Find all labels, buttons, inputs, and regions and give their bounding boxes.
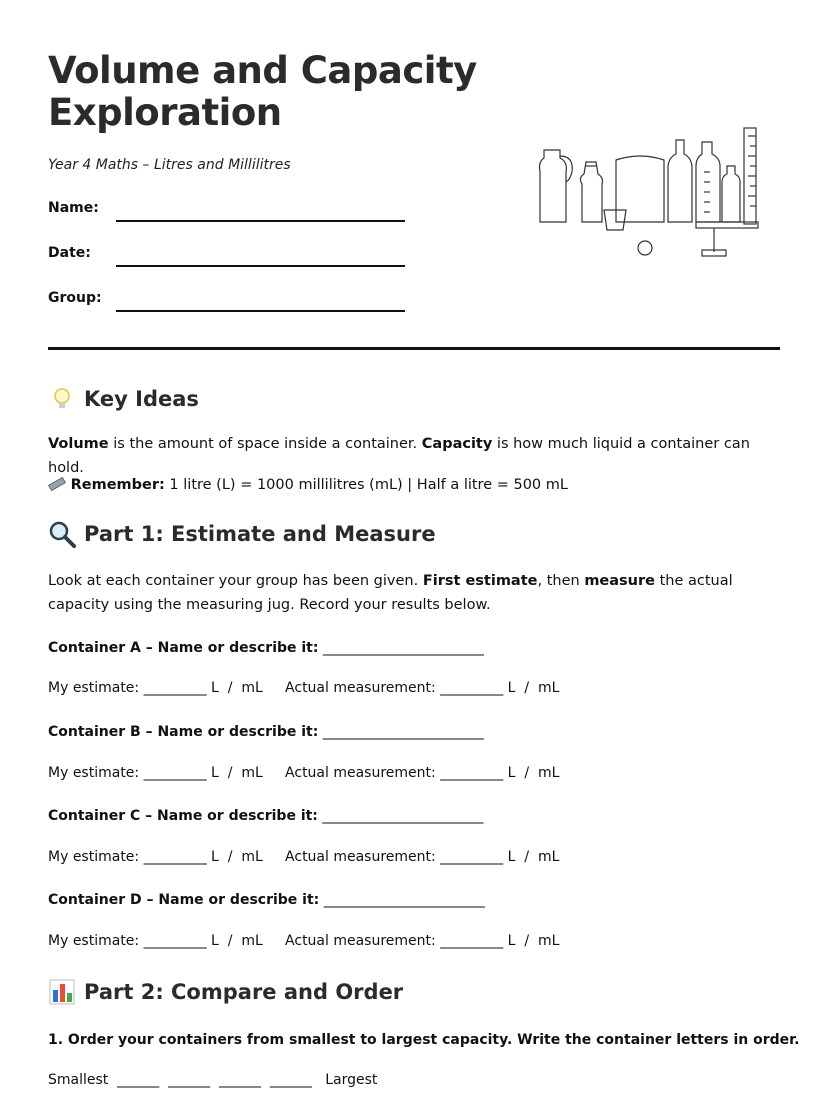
container-b-prompt: Container B – Name or describe it:: [48, 724, 319, 740]
container-d-blank[interactable]: _______________________: [319, 892, 485, 908]
header-divider: [48, 347, 780, 350]
container-b-measure-row[interactable]: My estimate: _________ L / mL Actual measurement: _________ L / mL: [48, 765, 560, 781]
container-a-label: [48, 640, 484, 656]
bar-chart-icon: [48, 978, 76, 1006]
ruler-icon: [48, 475, 66, 489]
date-label: Date:: [48, 245, 91, 261]
part2-title: Part 2: Compare and Order: [84, 980, 404, 1004]
container-c-blank[interactable]: _______________________: [317, 808, 484, 824]
capacity-definition: is how much liquid a container can hold.: [48, 436, 750, 476]
intro-text-c: , then: [537, 573, 585, 589]
intro-measure: measure: [584, 573, 655, 589]
page-title: Volume and Capacity Exploration: [48, 49, 477, 134]
remember-text: 1 litre (L) = 1000 millilitres (mL) | Half a litre = 500 mL: [164, 477, 568, 493]
container-a-prompt: Container A – Name or describe it:: [48, 640, 319, 656]
container-a-measure-row[interactable]: My estimate: _________ L / mL Actual measurement: _________ L / mL: [48, 680, 560, 696]
volume-term: Volume: [48, 436, 109, 452]
part1-instructions: [48, 569, 780, 617]
question-1: 1. Order your containers from smallest to largest capacity. Write the container letters in order.: [48, 1032, 800, 1048]
lightbulb-icon: [48, 385, 76, 413]
container-c-label: [48, 808, 483, 824]
capacity-term: Capacity: [421, 436, 493, 452]
remember-note: [48, 473, 780, 497]
intro-text-e: the actual capacity using the measuring jug. Record your results below.: [48, 573, 733, 613]
part1-heading: [48, 520, 436, 548]
container-d-measure-row[interactable]: My estimate: _________ L / mL Actual measurement: _________ L / mL: [48, 933, 560, 949]
magnifier-icon: [48, 520, 76, 548]
group-line[interactable]: [116, 310, 405, 312]
name-field[interactable]: [48, 200, 408, 224]
date-field[interactable]: [48, 245, 408, 269]
key-ideas-title: Key Ideas: [84, 387, 199, 411]
order-answer-row[interactable]: Smallest ______ ______ ______ ______ Largest: [48, 1072, 378, 1088]
part2-heading: [48, 978, 403, 1006]
remember-label: Remember:: [70, 477, 165, 493]
container-c-measure-row[interactable]: My estimate: _________ L / mL Actual measurement: _________ L / mL: [48, 849, 560, 865]
container-d-label: [48, 892, 485, 908]
container-b-label: [48, 724, 484, 740]
container-d-prompt: Container D – Name or describe it:: [48, 892, 320, 908]
part1-title: Part 1: Estimate and Measure: [84, 522, 436, 546]
name-line[interactable]: [116, 220, 405, 222]
group-field[interactable]: [48, 290, 408, 314]
intro-first-estimate: First estimate: [422, 573, 538, 589]
containers-illustration: [530, 122, 770, 262]
page-subtitle: Year 4 Maths – Litres and Millilitres: [48, 157, 291, 173]
container-a-blank[interactable]: _______________________: [318, 640, 484, 656]
intro-text-a: Look at each container your group has been given.: [48, 573, 423, 589]
container-c-prompt: Container C – Name or describe it:: [48, 808, 318, 824]
date-line[interactable]: [116, 265, 405, 267]
container-b-blank[interactable]: _______________________: [318, 724, 484, 740]
group-label: Group:: [48, 290, 102, 306]
name-label: Name:: [48, 200, 99, 216]
key-ideas-heading: [48, 385, 199, 413]
volume-definition: is the amount of space inside a container.: [108, 436, 422, 452]
